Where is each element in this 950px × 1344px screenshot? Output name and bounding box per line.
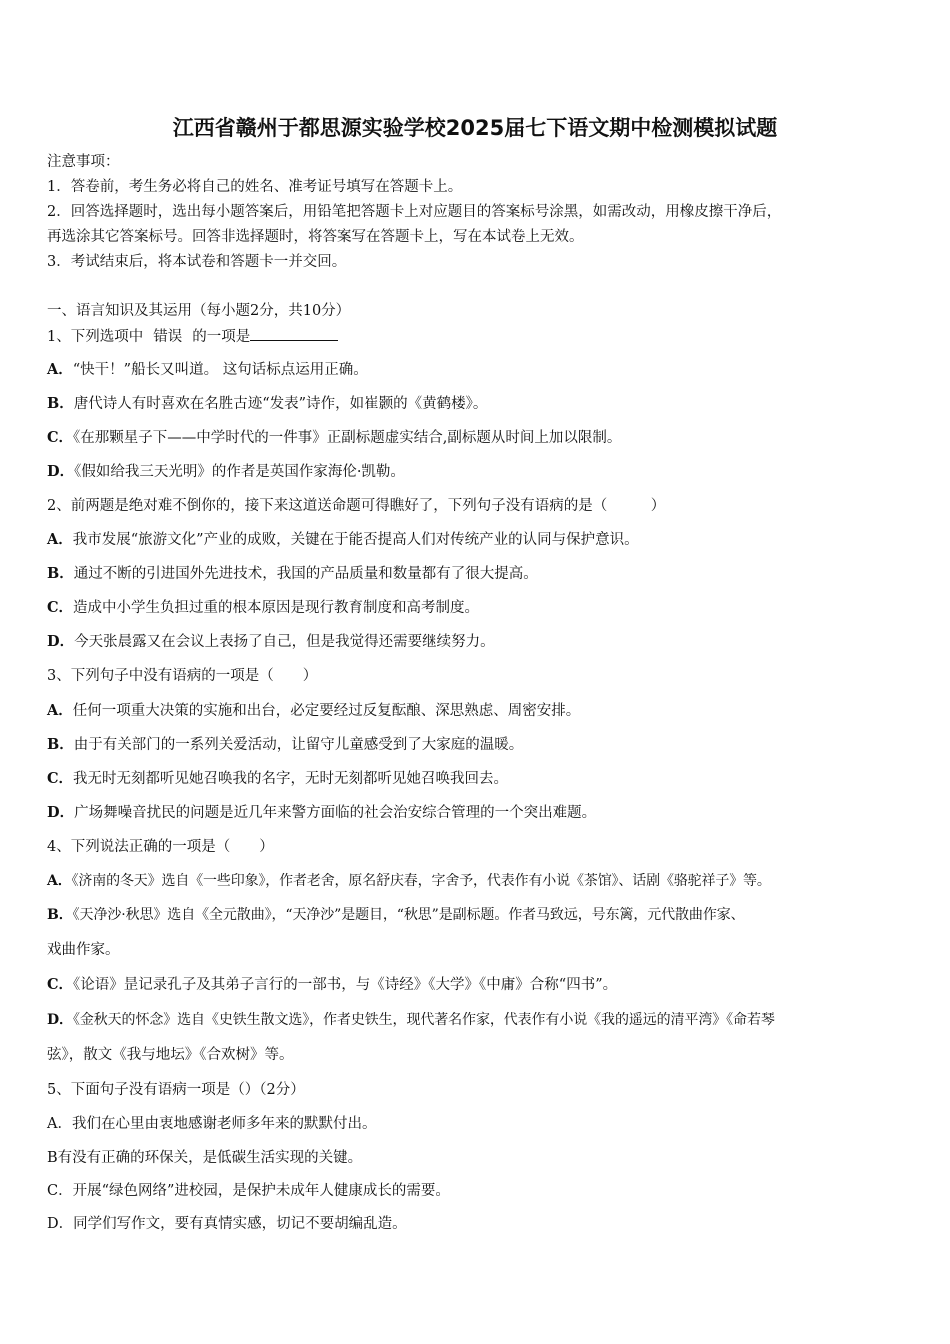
option-text: 由于有关部门的一系列关爱活动，让留守儿童感受到了大家庭的温暖。 bbox=[73, 737, 524, 753]
option-text: 我市发展“旅游文化”产业的成败，关键在于能否提高人们对传统产业的认同与保护意识。 bbox=[72, 532, 639, 548]
option-label: C． bbox=[47, 429, 74, 446]
notice-item-3: 3．考试结束后，将本试卷和答题卡一并交回。 bbox=[47, 254, 347, 270]
q4-option-c bbox=[47, 975, 617, 995]
option-text: 《天净沙·秋思》选自《全元散曲》，“天净沙”是题目，“秋思”是副标题。作者马致远，号东篱，元代散曲作家、 bbox=[72, 907, 745, 923]
question-4-stem: 4、下列说法正确的一项是（ ） bbox=[47, 839, 274, 855]
option-text: 《在那颗星子下——中学时代的一件事》正副标题虚实结合,副标题从时间上加以限制。 bbox=[73, 430, 622, 446]
option-text: 唐代诗人有时喜欢在名胜古迹“发表”诗作，如崔颢的《黄鹤楼》。 bbox=[73, 396, 488, 412]
option-text: 我无时无刻都听见她召唤我的名字，无时无刻都听见她召唤我回去。 bbox=[73, 771, 509, 787]
question-1-stem bbox=[47, 326, 338, 347]
option-label: B． bbox=[47, 565, 74, 582]
q4-option-b bbox=[47, 905, 745, 925]
option-label: A． bbox=[47, 361, 73, 378]
section-heading: 一、语言知识及其运用（每小题2分，共10分） bbox=[47, 303, 351, 319]
option-label: D． bbox=[47, 633, 75, 650]
q5-option-c: C．开展“绿色网络”进校园，是保护未成年人健康成长的需要。 bbox=[47, 1183, 450, 1199]
option-label: D． bbox=[47, 1012, 73, 1028]
option-label: D． bbox=[47, 463, 75, 480]
option-text: 《假如给我三天光明》的作者是英国作家海伦·凯勒。 bbox=[74, 464, 405, 480]
option-label: C． bbox=[47, 770, 74, 787]
q1-stem-b: 错误 bbox=[153, 329, 183, 345]
q5-option-b: B有没有正确的环保关，是低碳生活实现的关键。 bbox=[47, 1150, 363, 1166]
q1-stem-c: 的一项是 bbox=[192, 329, 251, 345]
q2-option-a bbox=[47, 530, 639, 550]
q5-option-a: A．我们在心里由衷地感谢老师多年来的默默付出。 bbox=[47, 1116, 377, 1132]
q4-option-d bbox=[47, 1010, 775, 1030]
question-3-stem: 3、下列句子中没有语病的一项是（ ） bbox=[47, 668, 318, 684]
question-2-stem: 2、前两题是绝对难不倒你的，接下来这道送命题可得瞧好了，下列句子没有语病的是（ ） bbox=[47, 498, 666, 514]
option-label: C． bbox=[47, 976, 74, 993]
page-title: 江西省赣州于都思源实验学校2025届七下语文期中检测模拟试题 bbox=[172, 116, 778, 140]
option-text: 造成中小学生负担过重的根本原因是现行教育制度和高考制度。 bbox=[73, 600, 480, 616]
option-label: B． bbox=[47, 736, 74, 753]
q3-option-c bbox=[47, 769, 508, 789]
option-text: “快干！”船长又叫道。 这句话标点运用正确。 bbox=[72, 362, 368, 378]
option-label: B． bbox=[47, 907, 73, 923]
option-text: 《金秋天的怀念》选自《史铁生散文选》，作者史铁生，现代著名作家，代表作有小说《我的遥远的清平湾》《命若琴 bbox=[72, 1012, 775, 1028]
q2-option-d bbox=[47, 632, 495, 652]
q1-option-a bbox=[47, 360, 368, 380]
notice-item-2-cont: 再选涂其它答案标号。回答非选择题时，将答案写在答题卡上，写在本试卷上无效。 bbox=[47, 229, 584, 245]
question-5-stem: 5、下面句子没有语病一项是（）（2分） bbox=[47, 1082, 305, 1098]
option-label: A． bbox=[47, 702, 73, 719]
q3-option-a bbox=[47, 701, 580, 721]
option-label: D． bbox=[47, 804, 75, 821]
q2-option-b bbox=[47, 564, 538, 584]
q5-option-d: D．同学们写作文，要有真情实感，切记不要胡编乱造。 bbox=[47, 1216, 407, 1232]
option-text: 任何一项重大决策的实施和出台，必定要经过反复酝酿、深思熟虑、周密安排。 bbox=[72, 703, 581, 719]
answer-blank bbox=[250, 326, 338, 341]
option-label: B． bbox=[47, 395, 74, 412]
option-text: 《论语》昰记录孔子及其弟子言行的一部书，与《诗经》《大学》《中庸》合称“四书”。 bbox=[73, 977, 618, 993]
notice-item-1: 1．答卷前，考生务必将自己的姓名、准考证号填写在答题卡上。 bbox=[47, 179, 463, 195]
option-label: A． bbox=[47, 873, 72, 889]
q1-option-d bbox=[47, 462, 405, 482]
option-text: 广场舞噪音扰民的问题是近几年来警方面临的社会治安综合管理的一个突出难题。 bbox=[74, 805, 597, 821]
q4-option-d-cont: 弦》，散文《我与地坛》《合欢树》等。 bbox=[47, 1047, 294, 1063]
q3-option-d bbox=[47, 803, 596, 823]
q1-stem-a: 1、下列选项中 bbox=[47, 329, 144, 345]
q1-option-b bbox=[47, 394, 487, 414]
option-text: 今天张晨露又在会议上表扬了自己，但是我觉得还需要继续努力。 bbox=[74, 634, 495, 650]
q4-option-b-cont: 戏曲作家。 bbox=[47, 942, 120, 958]
q1-option-c bbox=[47, 428, 621, 448]
option-label: A． bbox=[47, 531, 73, 548]
q3-option-b bbox=[47, 735, 523, 755]
notice-item-2: 2．回答选择题时，选出每小题答案后，用铅笔把答题卡上对应题目的答案标号涂黑，如需改动，用橡皮擦干净后， bbox=[47, 204, 782, 220]
notice-heading: 注意事项： bbox=[47, 154, 120, 170]
option-label: C． bbox=[47, 599, 74, 616]
option-text: 通过不断的引进国外先进技术，我国的产品质量和数量都有了很大提高。 bbox=[73, 566, 538, 582]
q2-option-c bbox=[47, 598, 479, 618]
option-text: 《济南的冬天》选自《一些印象》，作者老舍，原名舒庆春，字舍予，代表作有小说《茶馆》、话剧《骆驼祥子》等。 bbox=[71, 873, 771, 889]
q4-option-a bbox=[47, 871, 771, 891]
